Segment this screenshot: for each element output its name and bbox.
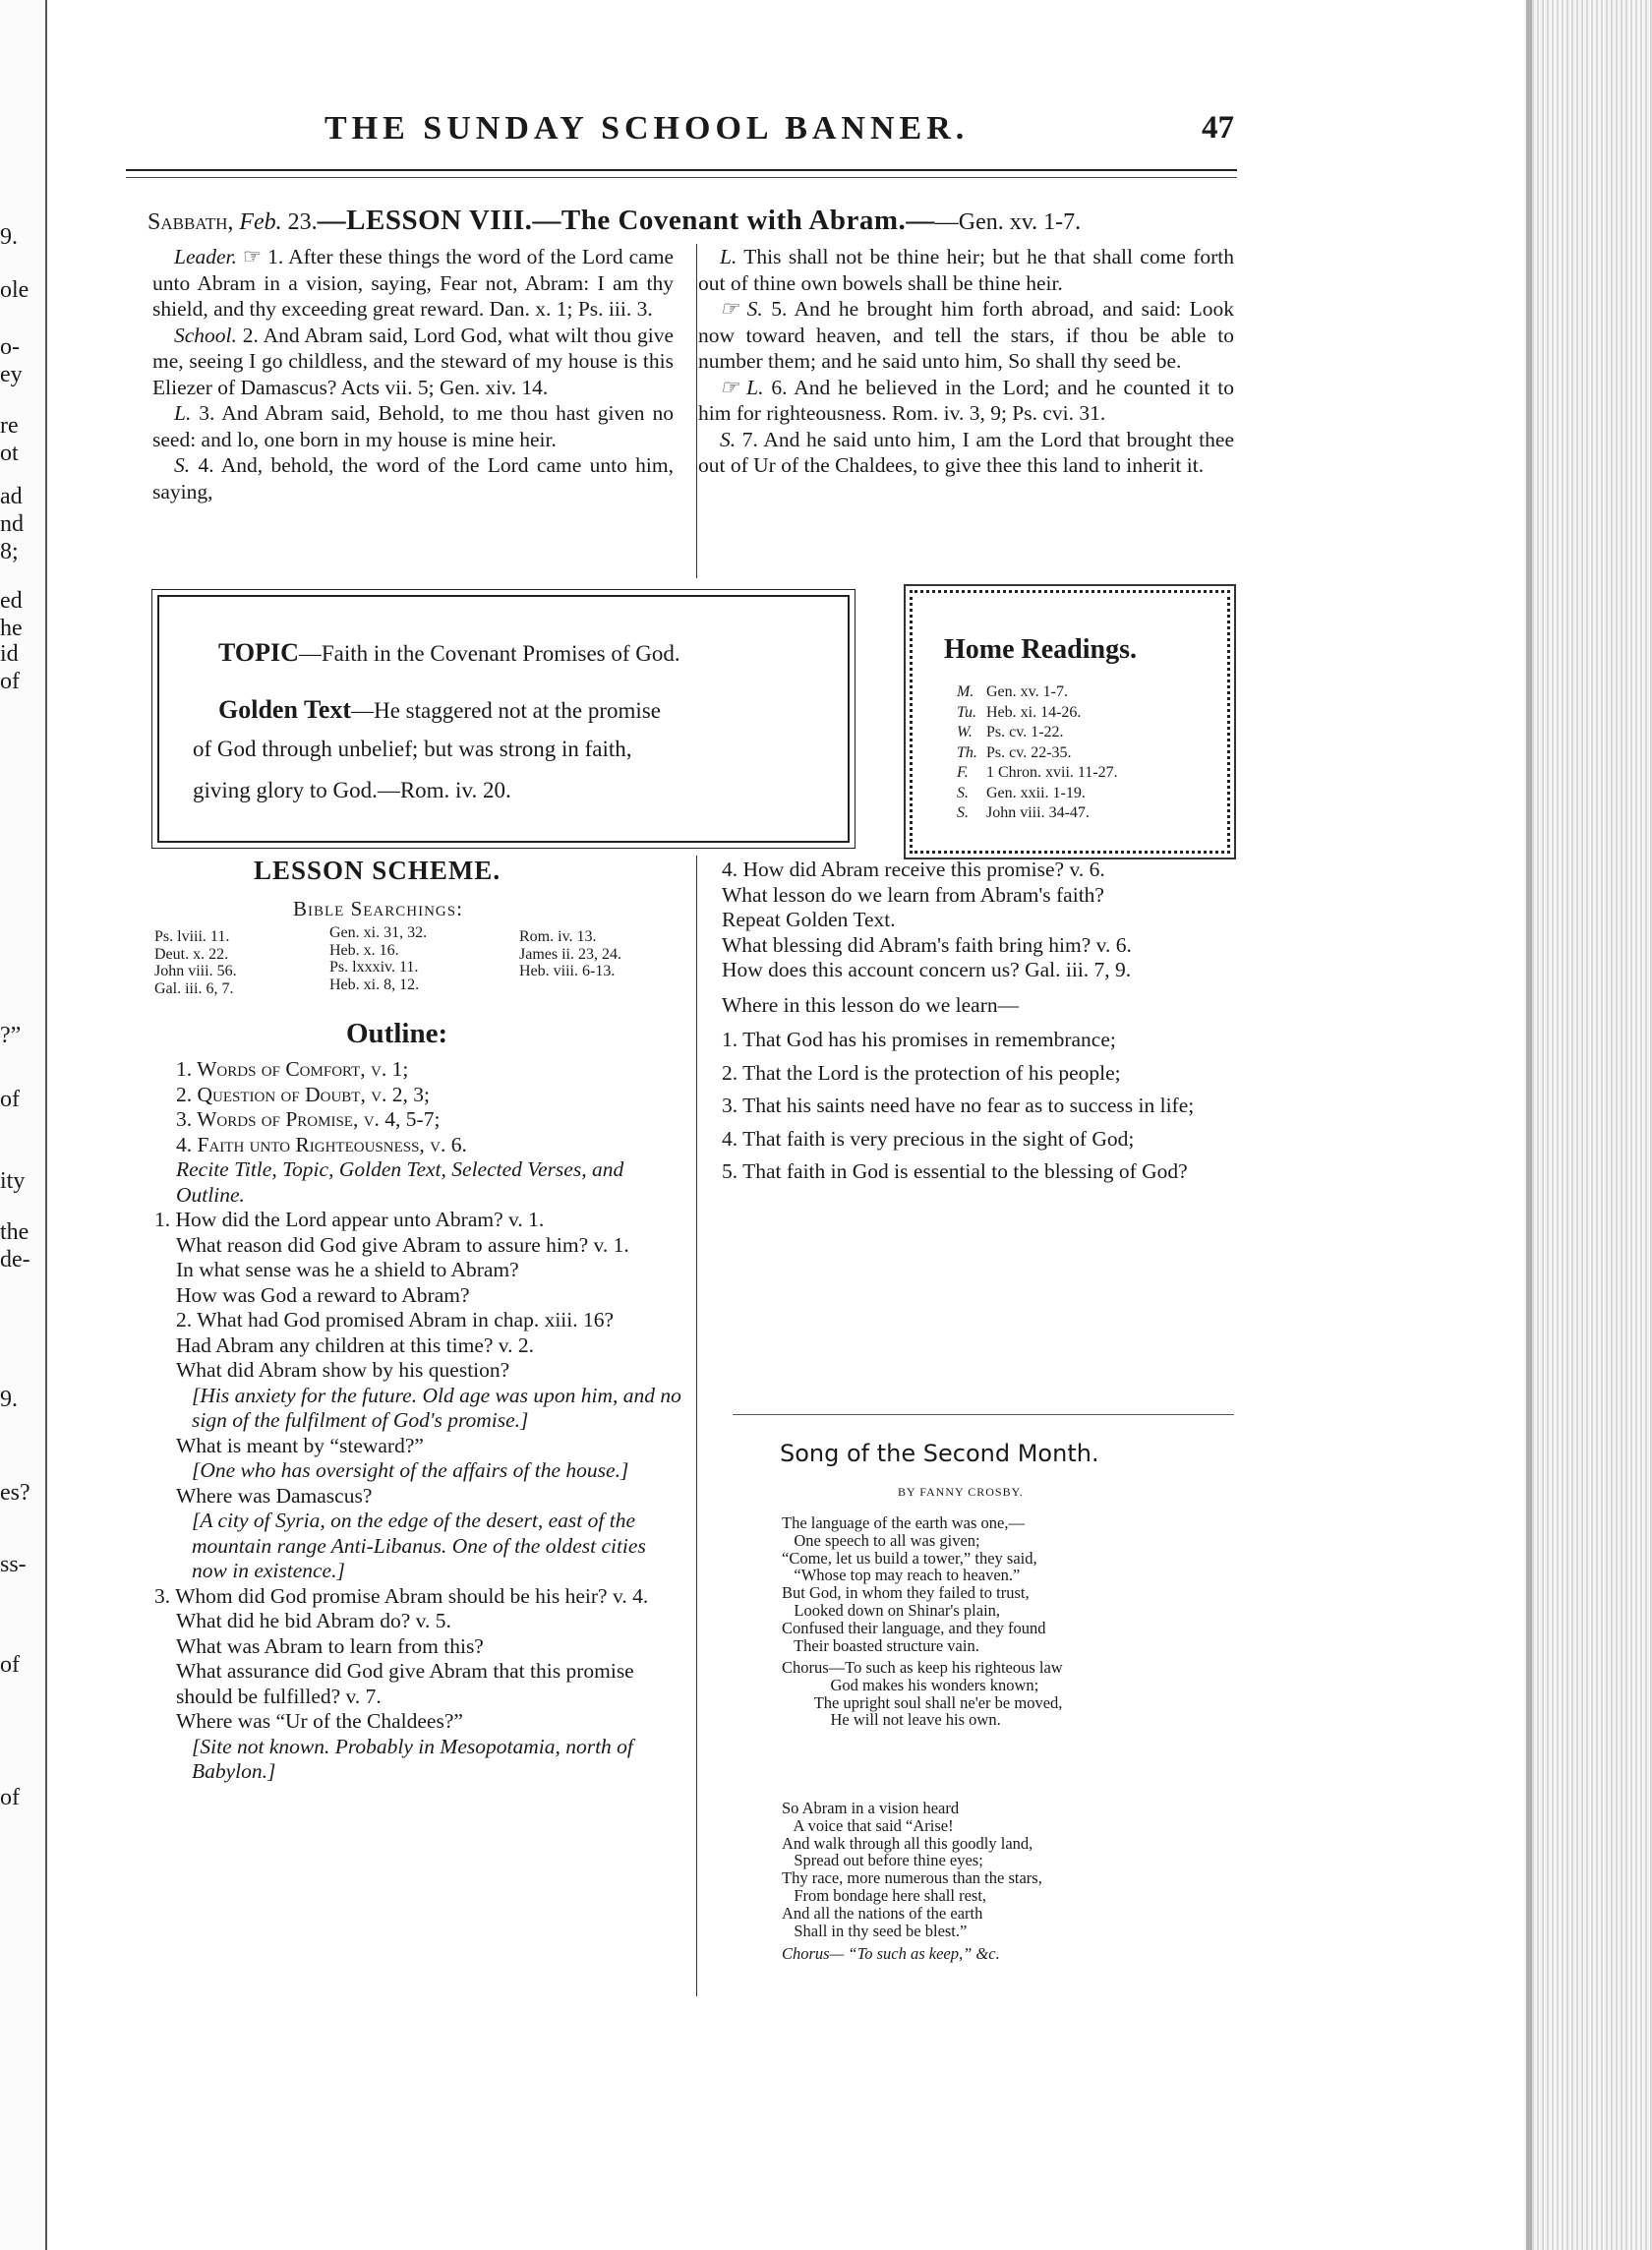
- lesson-reference: —Gen. xv. 1-7.: [934, 209, 1082, 235]
- reading-day: S.: [957, 784, 969, 801]
- margin-fragment: of: [0, 1087, 20, 1112]
- verse-text: 6. And he believed in the Lord; and he counted it to him for righteousness. Rom. iv. 3, 9; Ps. cvi. 31.: [698, 375, 1235, 425]
- reading-day: M.: [957, 683, 974, 700]
- scripture-right-column: [698, 244, 1234, 479]
- outline-item: 2. Question of Doubt, v. 2, 3;: [176, 1082, 431, 1106]
- golden-text-label: Golden Text: [218, 695, 352, 724]
- page-edge-stack: [1524, 0, 1652, 2250]
- margin-fragment: of: [0, 1652, 20, 1678]
- question-item: In what sense was he a shield to Abram?: [176, 1258, 519, 1281]
- question-item: 4. How did Abram receive this promise? v. 6.: [722, 858, 1105, 881]
- questions-left-list: [154, 1208, 685, 1785]
- question-item: What reason did God give Abram to assure him? v. 1.: [176, 1232, 629, 1257]
- topic-box: [157, 595, 850, 843]
- topic-label: TOPIC: [218, 638, 299, 667]
- reading-day: S.: [957, 804, 969, 821]
- margin-fragment: o-: [0, 334, 20, 360]
- question-item: 4. That faith is very precious in the sight of God;: [722, 1126, 1135, 1151]
- home-reading-row: [957, 724, 1064, 741]
- speaker-label: School.: [174, 323, 237, 347]
- home-readings-box: [910, 590, 1230, 854]
- margin-fragment: ity: [0, 1168, 26, 1194]
- bible-searching-ref: James ii. 23, 24.: [519, 945, 621, 963]
- column-divider-lower: [696, 856, 697, 1996]
- question-item: 3. Whom did God promise Abram should be his heir? v. 4.: [154, 1583, 649, 1608]
- page-header-title: THE SUNDAY SCHOOL BANNER.: [324, 110, 970, 147]
- margin-fragment: ey: [0, 362, 23, 387]
- reading-ref: John viii. 34-47.: [986, 804, 1090, 821]
- speaker-label: ☞ S.: [720, 297, 763, 321]
- question-item: What blessing did Abram's faith bring him? v. 6.: [722, 932, 1132, 957]
- header-rule: [126, 169, 1237, 171]
- margin-fragment: de-: [0, 1247, 30, 1273]
- golden-text-line-2: of God through unbelief; but was strong in faith,: [193, 737, 632, 761]
- home-readings-title: Home Readings.: [944, 634, 1137, 665]
- question-item: What is meant by “steward?”: [176, 1433, 424, 1457]
- question-item: 1. That God has his promises in remembrance;: [722, 1028, 1116, 1051]
- speaker-label: S.: [720, 427, 737, 451]
- outline-item: 4. Faith unto Righteousness, v. 6.: [176, 1132, 467, 1156]
- song-title: Song of the Second Month.: [780, 1440, 1099, 1467]
- bible-searching-ref: Gen. xi. 31, 32.: [329, 924, 428, 941]
- outline-title: Outline:: [346, 1018, 448, 1049]
- question-item: How does this account concern us? Gal. iii. 7, 9.: [722, 958, 1132, 981]
- question-item: 2. What had God promised Abram in chap. xiii. 16?: [176, 1308, 615, 1332]
- margin-fragment: 9.: [0, 224, 18, 250]
- question-item: Where in this lesson do we learn—: [722, 992, 1020, 1017]
- question-item: Had Abram any children at this time? v. 2.: [176, 1332, 535, 1357]
- margin-fragment: 9.: [0, 1387, 18, 1412]
- verse-text: This shall not be thine heir; but he that shall come forth out of thine own bowels shall be thine heir.: [698, 245, 1234, 295]
- home-reading-row: [957, 764, 1118, 782]
- home-reading-row: [957, 744, 1072, 762]
- margin-fragment: re: [0, 413, 19, 439]
- margin-fragment: ole: [0, 277, 30, 303]
- margin-fragment: ed: [0, 588, 23, 614]
- golden-text-line-3: giving glory to God.—Rom. iv. 20.: [193, 778, 511, 802]
- golden-text-line: [218, 695, 661, 725]
- song-stanza-1: The language of the earth was one,— One speech to all was given; “Come, let us build a tower,” they said, “Whose top may reach to heaven.” But God, in whom they failed to trust, Looked down on Shinar's plain, Confused their language, and they found Their boasted structure vain.: [782, 1513, 1046, 1655]
- question-item: What did Abram show by his question?: [176, 1358, 510, 1382]
- lesson-scheme-title: LESSON SCHEME.: [254, 856, 502, 885]
- speaker-label: ☞ L.: [720, 375, 764, 399]
- verse-text: 3. And Abram said, Behold, to me thou hast given no seed: and lo, one born in my house is mine heir.: [152, 401, 674, 451]
- verse-text: 4. And, behold, the word of the Lord came unto him, saying,: [152, 453, 674, 503]
- speaker-label: S.: [174, 453, 191, 477]
- bible-searching-ref: Heb. xi. 8, 12.: [329, 976, 420, 993]
- scripture-verse: [698, 296, 1234, 375]
- margin-fragment: es?: [0, 1480, 30, 1506]
- song-chorus-1: Chorus—To such as keep his righteous law God makes his wonders known; The upright soul shall ne'er be moved, He will not leave his own.: [782, 1658, 1063, 1730]
- margin-fragment: of: [0, 1785, 20, 1810]
- margin-fragment: ?”: [0, 1023, 22, 1048]
- verse-text: 5. And he brought him forth abroad, and said: Look now toward heaven, and tell the stars, if thou be able to number them; and he said unto him, So shall thy seed be.: [698, 297, 1234, 373]
- reading-ref: Gen. xv. 1-7.: [986, 683, 1068, 700]
- margin-fragment: he: [0, 616, 23, 641]
- bible-searching-ref: Heb. x. 16.: [329, 941, 399, 959]
- home-reading-row: [957, 704, 1081, 722]
- lesson-date-month: Feb.: [239, 209, 282, 235]
- question-item: Where was Damascus?: [176, 1483, 373, 1508]
- question-item: [One who has oversight of the affairs of the house.]: [192, 1458, 629, 1482]
- scripture-verse: [152, 323, 674, 401]
- question-item: What lesson do we learn from Abram's faith?: [722, 882, 1104, 907]
- reading-ref: Ps. cv. 1-22.: [986, 724, 1064, 740]
- song-chorus-2: Chorus— “To such as keep,” &c.: [782, 1944, 1000, 1963]
- question-item: How was God a reward to Abram?: [176, 1282, 470, 1307]
- home-reading-row: [957, 804, 1090, 822]
- margin-fragment: ad: [0, 484, 23, 509]
- song-author: BY FANNY CROSBY.: [898, 1485, 1024, 1499]
- question-item: What did he bid Abram do? v. 5.: [176, 1609, 451, 1632]
- scripture-verse: [152, 452, 674, 504]
- margin-fragment: nd: [0, 511, 24, 537]
- bible-searchings-col-2: [329, 924, 427, 993]
- reading-day: F.: [957, 764, 969, 781]
- golden-text-line-1: —He staggered not at the promise: [351, 698, 661, 723]
- question-item: 1. How did the Lord appear unto Abram? v. 1.: [154, 1208, 545, 1231]
- home-reading-row: [957, 785, 1086, 802]
- bible-searching-ref: Deut. x. 22.: [154, 945, 229, 963]
- bible-searching-ref: Ps. lviii. 11.: [154, 928, 230, 945]
- scripture-verse: [152, 244, 674, 323]
- outline-list: [154, 1057, 685, 1157]
- sabbath-label: Sabbath,: [148, 209, 234, 235]
- recite-line: Recite Title, Topic, Golden Text, Selected Verses, and Outline.: [176, 1157, 624, 1207]
- bible-searching-ref: Gal. iii. 6, 7.: [154, 979, 234, 997]
- question-item: [Site not known. Probably in Mesopotamia, north of Babylon.]: [192, 1734, 633, 1783]
- scripture-verse: [698, 427, 1234, 479]
- column-divider: [696, 244, 697, 578]
- margin-fragment: ot: [0, 441, 19, 466]
- question-item: Where was “Ur of the Chaldees?”: [176, 1709, 463, 1733]
- verse-text: 2. And Abram said, Lord God, what wilt thou give me, seeing I go childless, and the steward of my house is this Eliezer of Damascus? Acts vii. 5; Gen. xiv. 14.: [152, 323, 674, 399]
- bible-searching-ref: Rom. iv. 13.: [519, 928, 597, 945]
- reading-ref: 1 Chron. xvii. 11-27.: [986, 764, 1118, 781]
- reading-ref: Gen. xxii. 1-19.: [986, 784, 1086, 801]
- bible-searchings-col-3: [519, 928, 621, 980]
- left-questions: [154, 1057, 685, 1785]
- page-number: 47: [1202, 110, 1234, 146]
- verse-text: ☞ 1. After these things the word of the Lord came unto Abram in a vision, saying, Fear not, Abram: I am thy shield, and thy exceeding great reward. Dan. x. 1; Ps. iii. 3.: [152, 245, 674, 321]
- outline-item: 1. Words of Comfort, v. 1;: [176, 1057, 409, 1081]
- scripture-verse: [698, 244, 1234, 296]
- song-stanza-2: So Abram in a vision heard A voice that said “Arise! And walk through all this goodly land, Spread out before thine eyes; Thy race, more numerous than the stars, From bondage here shall rest, And all the nations of the earth Shall in thy seed be blest.”: [782, 1799, 1042, 1940]
- lesson-date-day: 23.: [287, 209, 318, 235]
- scripture-verse: [698, 375, 1234, 427]
- header-rule-thin: [126, 177, 1237, 178]
- verse-text: 7. And he said unto him, I am the Lord that brought thee out of Ur of the Chaldees, to give thee this land to inherit it.: [698, 427, 1234, 477]
- speaker-label: Leader.: [174, 245, 237, 268]
- topic-text: —Faith in the Covenant Promises of God.: [298, 641, 680, 666]
- question-item: 2. That the Lord is the protection of his people;: [722, 1060, 1121, 1085]
- reading-day: W.: [957, 724, 973, 740]
- bible-searchings-title: Bible Searchings:: [293, 897, 463, 920]
- question-item: 5. That faith in God is essential to the blessing of God?: [722, 1159, 1188, 1183]
- bible-searchings-col-1: [154, 928, 237, 997]
- question-item: What was Abram to learn from this?: [176, 1633, 484, 1658]
- margin-fragment: of: [0, 669, 20, 694]
- reading-day: Tu.: [957, 703, 977, 721]
- lesson-heading: [148, 205, 1081, 237]
- question-item: [A city of Syria, on the edge of the desert, east of the mountain range Anti-Libanus. One of the oldest cities now in existence.]: [192, 1509, 646, 1582]
- bible-searching-ref: Ps. lxxxiv. 11.: [329, 959, 419, 976]
- question-item: Repeat Golden Text.: [722, 908, 896, 931]
- scripture-verse: [152, 400, 674, 452]
- home-reading-row: [957, 683, 1068, 701]
- bible-searching-ref: John viii. 56.: [154, 963, 237, 979]
- margin-fragment: ss-: [0, 1552, 27, 1577]
- song-separator: [733, 1414, 1234, 1415]
- question-item: 3. That his saints need have no fear as to success in life;: [722, 1094, 1195, 1117]
- reading-ref: Ps. cv. 22-35.: [986, 743, 1072, 761]
- margin-fragment: id: [0, 641, 19, 667]
- scripture-left-column: [152, 244, 674, 504]
- topic-line: [218, 638, 680, 668]
- page-edge-shadow: [1526, 0, 1532, 2250]
- speaker-label: L.: [174, 401, 192, 425]
- reading-day: Th.: [957, 743, 977, 761]
- margin-fragment: the: [0, 1219, 30, 1245]
- question-item: [His anxiety for the future. Old age was upon him, and no sign of the fulfilment of God's promise.]: [192, 1383, 681, 1432]
- lesson-title: —LESSON VIII.—The Covenant with Abram.—: [317, 205, 935, 236]
- reading-ref: Heb. xi. 14-26.: [986, 703, 1082, 721]
- bible-searching-ref: Heb. viii. 6-13.: [519, 963, 616, 979]
- margin-fragment: 8;: [0, 539, 19, 564]
- speaker-label: L.: [720, 245, 738, 268]
- questions-right-list: [700, 858, 1251, 1185]
- outline-item: 3. Words of Promise, v. 4, 5-7;: [176, 1107, 441, 1131]
- question-item: What assurance did God give Abram that this promise should be fulfilled? v. 7.: [176, 1659, 634, 1708]
